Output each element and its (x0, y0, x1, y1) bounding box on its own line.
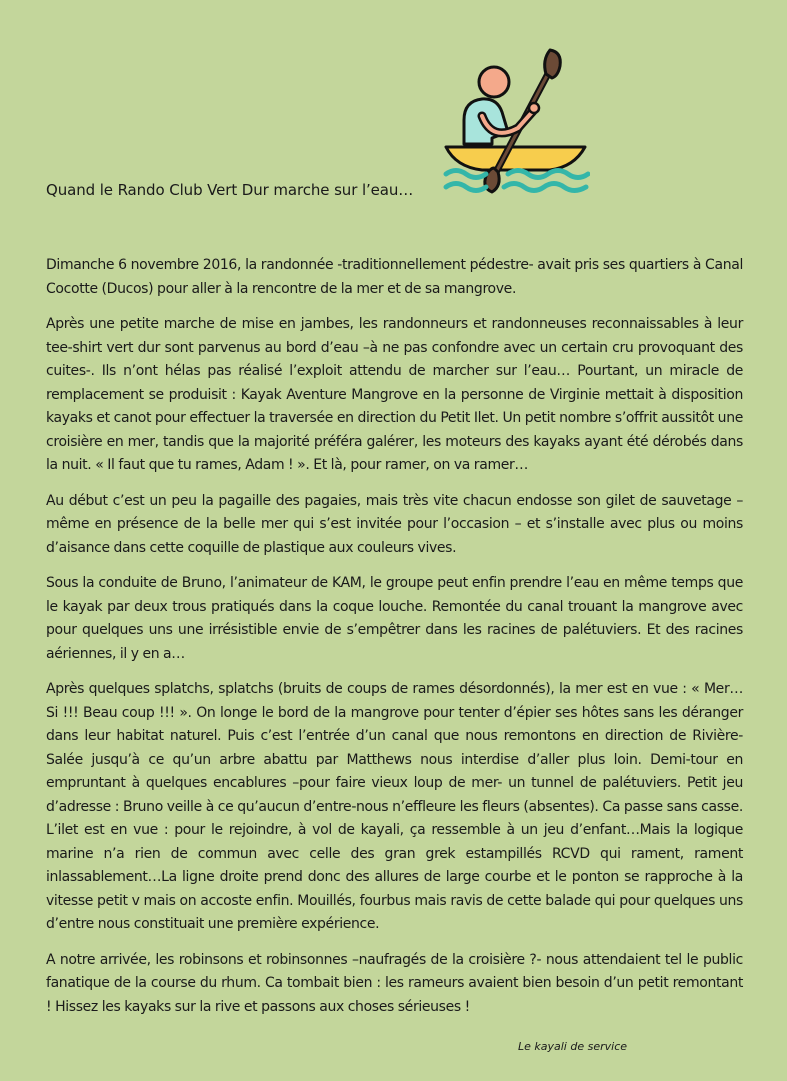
kayak-paddler-icon (442, 46, 590, 194)
paragraph: Après quelques splatchs, splatchs (bruits de coups de rames désordonnés), la mer est en vue : « Mer… Si !!! Beau coup !!! ». On longe le bord de la mangrove pour tenter d’épier ses hôtes sans les déranger dans leur habitat naturel. Puis c’est l’entrée d’un canal que nous remontons en direction de Rivière-Salée jusqu’à ce qu’un arbre abattu par Matthews nous interdise d’aller plus loin. Demi-tour en empruntant à quelques encablures –pour faire vieux loup de mer- un tunnel de palétuviers. Petit jeu d’adresse : Bruno veille à ce qu’aucun d’entre-nous n’effleure les fleurs (absentes). Ca passe sans casse. L’ilet est en vue : pour le rejoindre, à vol de kayali, ça ressemble à un jeu d’enfant…Mais la logique marine n’a rien de commun avec celle des gran grek estampillés RCVD qui rament, rament inlassablement…La ligne droite prend donc des allures de large courbe et le ponton se rapproche à la vitesse petit v mais on accoste enfin. Mouillés, fourbus mais ravis de cette balade qui pour quelques uns d’entre nous constituait une première expérience. (46, 681, 743, 932)
article-body (46, 254, 743, 1031)
paragraph: Après une petite marche de mise en jambes, les randonneurs et randonneuses reconnaissables à leur tee-shirt vert dur sont parvenus au bord d’eau –à ne pas confondre avec un certain cru provoquant des cuites-. Ils n’ont hélas pas réalisé l’exploit attendu de marcher sur l’eau… Pourtant, un miracle de remplacement se produisit : Kayak Aventure Mangrove en la personne de Virginie mettait à disposition kayaks et canot pour effectuer la traversée en direction du Petit Ilet. Un petit nombre s’offrit aussitôt une croisière en mer, tandis que la majorité préféra galérer, les moteurs des kayaks ayant été dérobés dans la nuit. « Il faut que tu rames, Adam ! ». Et là, pour ramer, on va ramer… (46, 316, 743, 473)
paragraph: Dimanche 6 novembre 2016, la randonnée -traditionnellement pédestre- avait pris ses quartiers à Canal Cocotte (Ducos) pour aller à la rencontre de la mer et de sa mangrove. (46, 257, 743, 297)
paragraph: A notre arrivée, les robinsons et robinsonnes –naufragés de la croisière ?- nous attendaient tel le public fanatique de la course du rhum. Ca tombait bien : les rameurs avaient bien besoin d’un petit remontant ! Hissez les kayaks sur la rive et passons aux choses sérieuses ! (46, 951, 743, 1015)
paragraph: Sous la conduite de Bruno, l’animateur de KAM, le groupe peut enfin prendre l’eau en même temps que le kayak par deux trous pratiqués dans la coque louche. Remontée du canal trouant la mangrove avec pour quelques uns une irrésistible envie de s’empêtrer dans les racines de palétuviers. Et des racines aériennes, il y en a… (46, 575, 743, 662)
paragraph: Au début c’est un peu la pagaille des pagaies, mais très vite chacun endosse son gilet de sauvetage – même en présence de la belle mer qui s’est invitée pour l’occasion – et s’installe avec plus ou moins d’aisance dans cette coquille de plastique aux couleurs vives. (46, 492, 743, 556)
page-title: Quand le Rando Club Vert Dur marche sur l’eau… (46, 181, 414, 199)
signature: Le kayali de service (518, 1040, 628, 1053)
